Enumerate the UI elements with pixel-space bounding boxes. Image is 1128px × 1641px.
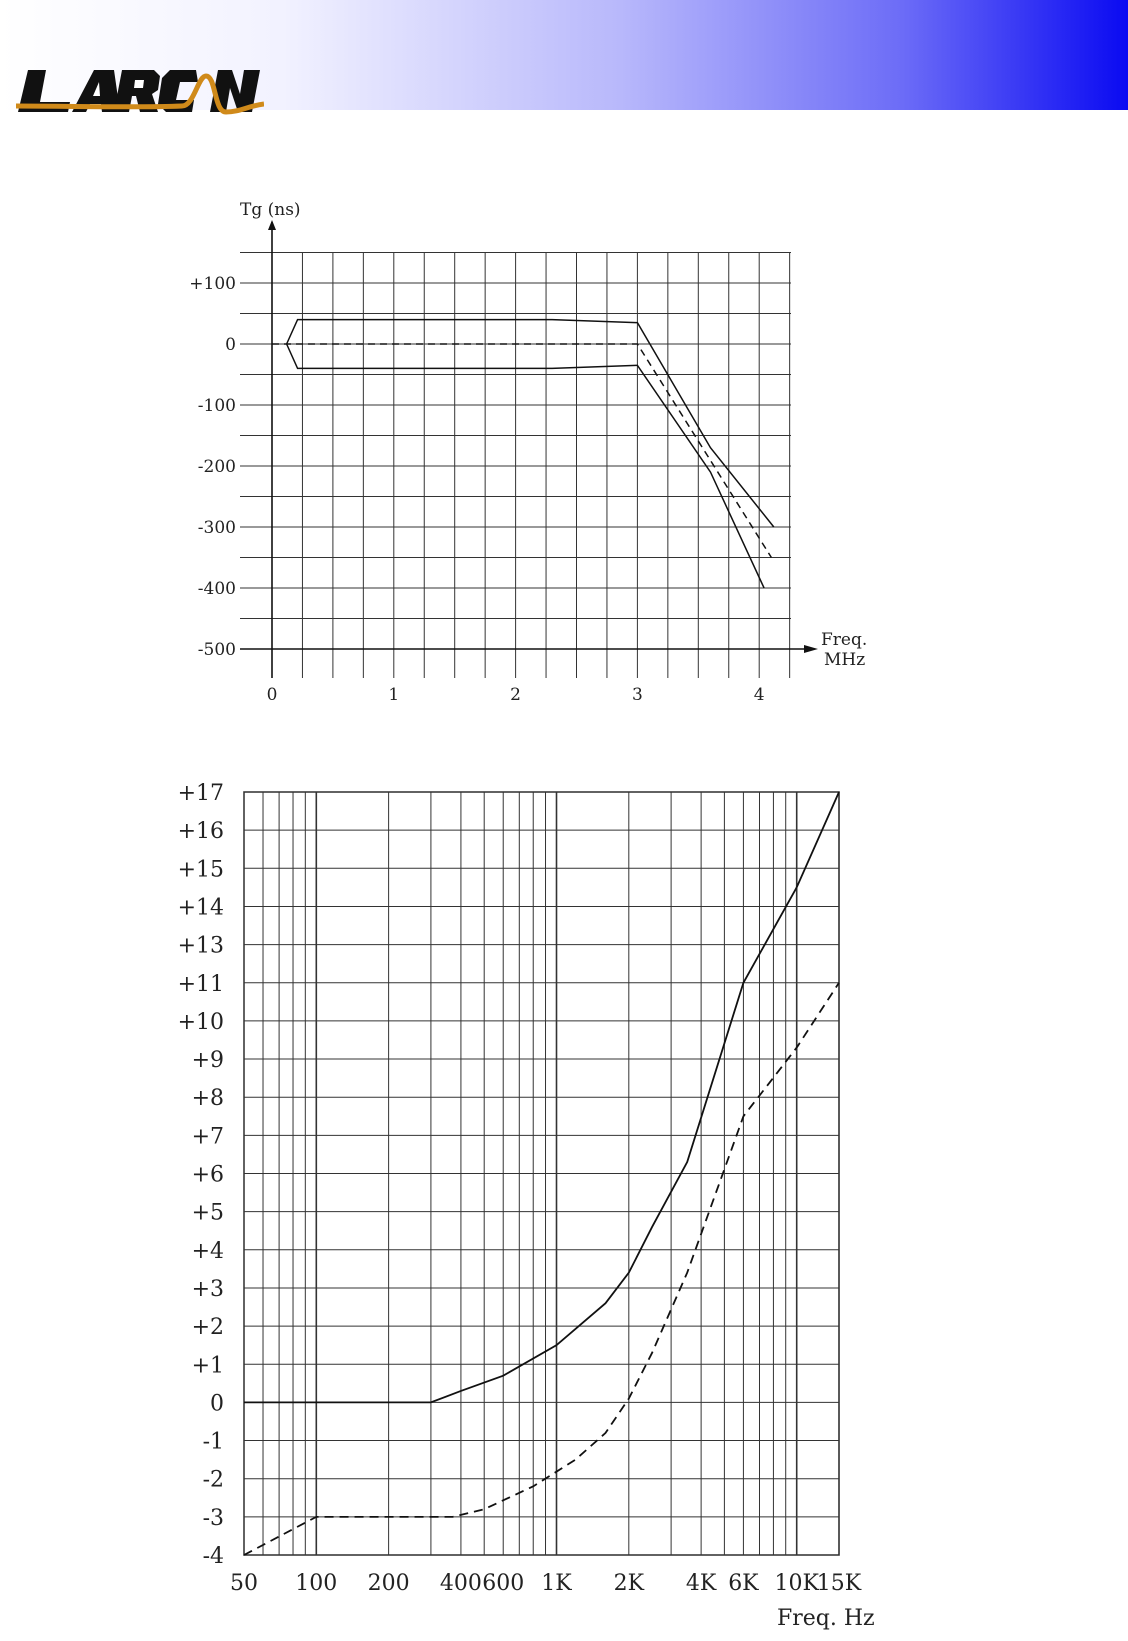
x-tick-label: 4 <box>753 685 765 705</box>
y-axis-arrow <box>268 220 276 230</box>
y-tick-label: +15 <box>177 857 224 883</box>
y-tick-label: +10 <box>177 1009 224 1035</box>
series-line-2 <box>244 983 839 1555</box>
y-tick-label: +3 <box>191 1276 224 1302</box>
y-tick-label: +2 <box>191 1315 224 1341</box>
y-tick-label: -3 <box>202 1505 224 1531</box>
y-tick-label: -4 <box>202 1544 224 1569</box>
x-tick-label: 6K <box>728 1571 759 1596</box>
y-tick-label: -300 <box>197 518 236 538</box>
x-tick-label: 10K <box>774 1571 819 1596</box>
y-tick-label: +7 <box>191 1124 224 1150</box>
y-tick-label: -500 <box>197 640 236 660</box>
x-tick-label: 1K <box>541 1571 572 1596</box>
x-axis-label: Freq. Hz <box>777 1606 875 1631</box>
y-tick-label: -100 <box>197 396 236 416</box>
y-tick-label: -400 <box>197 579 236 599</box>
x-tick-label: 200 <box>367 1571 410 1596</box>
y-tick-label: 0 <box>225 335 236 355</box>
y-tick-label: +1 <box>191 1353 224 1379</box>
y-tick-label: +9 <box>191 1048 224 1074</box>
y-tick-label: 0 <box>210 1391 224 1417</box>
x-axis-arrow <box>804 645 818 653</box>
x-tick-label: 50 <box>230 1571 258 1596</box>
x-tick-label: 4K <box>685 1571 717 1596</box>
y-tick-label: +6 <box>191 1162 224 1188</box>
y-tick-label: +14 <box>177 895 224 921</box>
y-tick-label: +8 <box>191 1086 224 1112</box>
y-tick-label: -1 <box>202 1429 224 1455</box>
y-tick-label: +17 <box>177 781 224 806</box>
y-tick-label: +16 <box>177 819 224 845</box>
series-line-1 <box>287 320 774 527</box>
x-tick-label: 400 <box>439 1571 482 1596</box>
y-tick-label: +13 <box>177 933 224 959</box>
frequency-response-chart <box>0 720 1128 1641</box>
x-tick-label: 2K <box>613 1571 645 1596</box>
y-tick-label: +100 <box>189 274 236 294</box>
x-axis-label-line1: Freq. <box>821 630 868 650</box>
y-axis-label: Tg (ns) <box>240 200 301 220</box>
x-tick-label: 15K <box>816 1571 862 1596</box>
y-tick-label: +5 <box>191 1200 224 1226</box>
x-axis-label-line2: MHz <box>824 650 866 670</box>
x-tick-label: 600 <box>482 1571 525 1596</box>
group-delay-chart <box>0 0 1128 720</box>
x-tick-label: 2 <box>510 685 522 705</box>
y-tick-label: -200 <box>197 457 236 477</box>
y-tick-label: -2 <box>202 1467 224 1493</box>
x-tick-label: 100 <box>295 1571 338 1596</box>
y-tick-label: +4 <box>191 1238 224 1264</box>
x-tick-label: 0 <box>266 685 278 705</box>
x-tick-label: 3 <box>631 685 643 705</box>
x-tick-label: 1 <box>388 685 400 705</box>
y-tick-label: +11 <box>177 971 224 997</box>
